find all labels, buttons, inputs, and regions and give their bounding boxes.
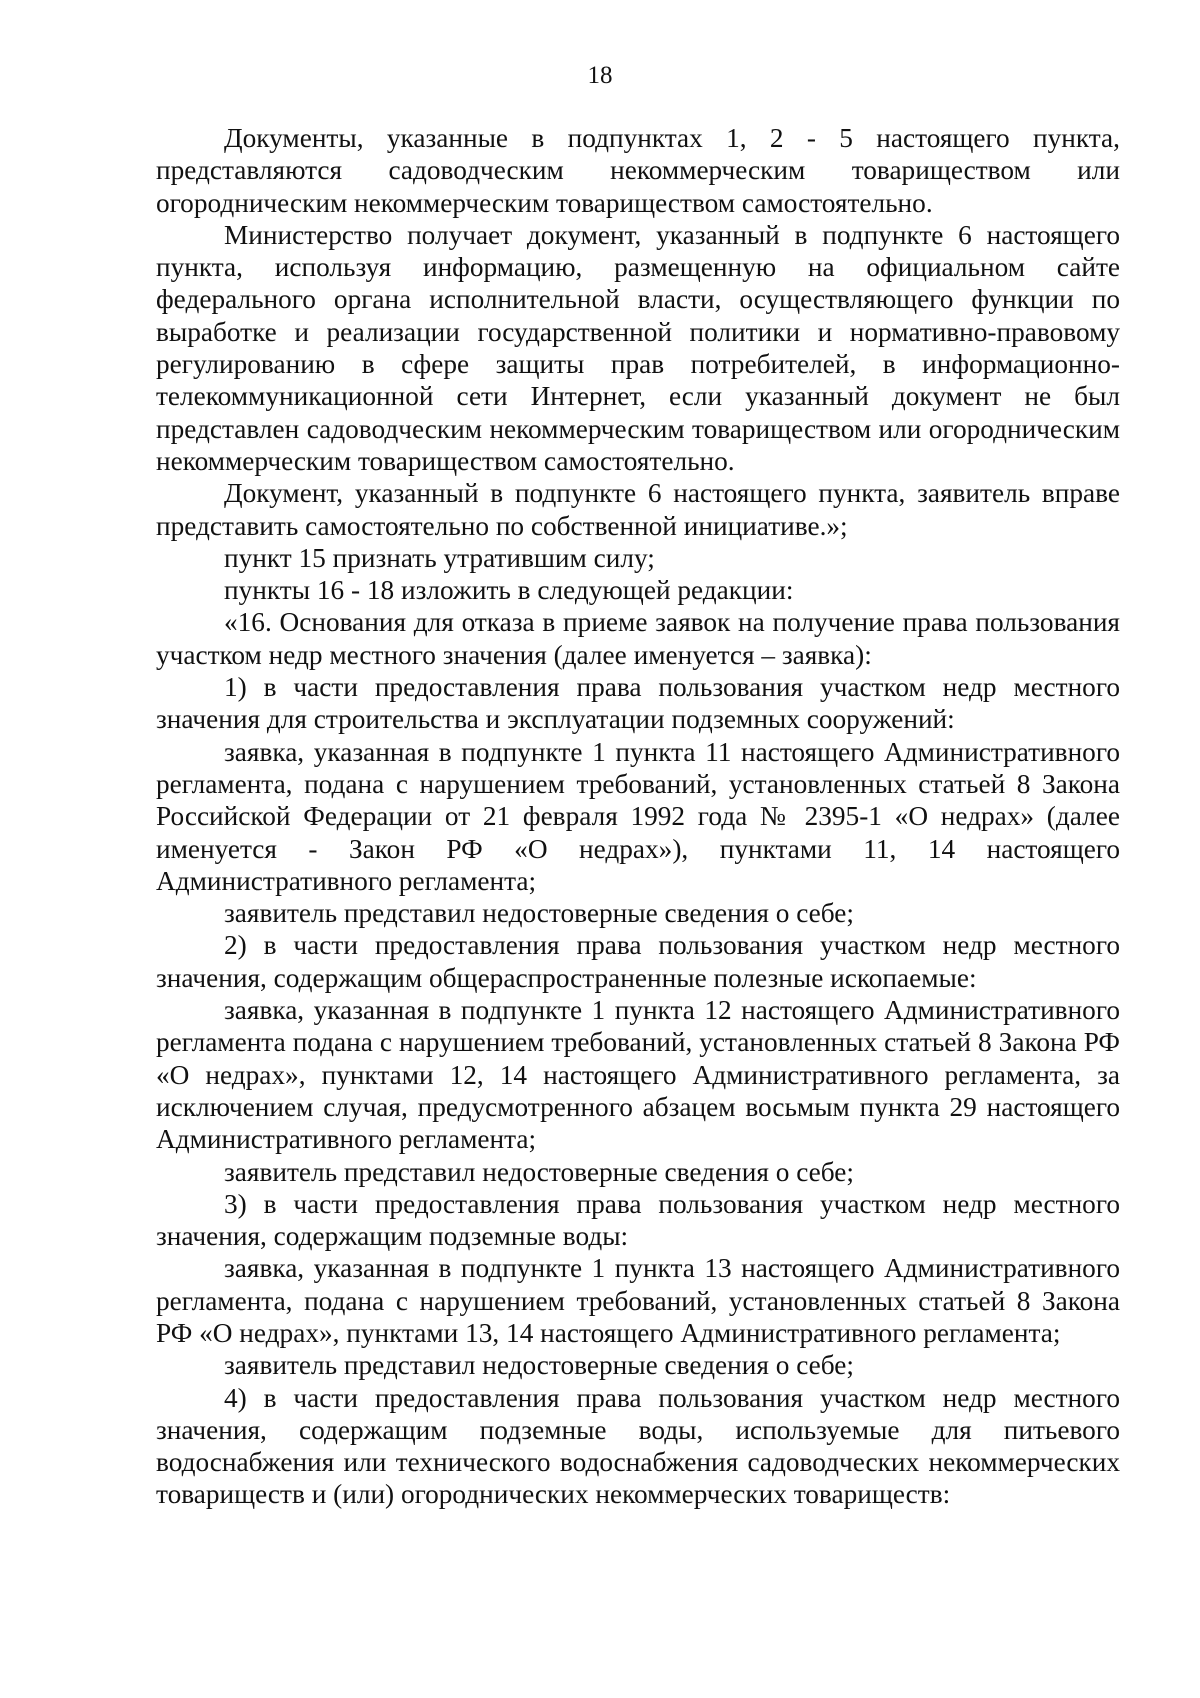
paragraph: 2) в части предоставления права пользования участком недр местного значения, содержащим общераспространенные полезные ископаемые:: [156, 930, 1120, 993]
paragraph: заявка, указанная в подпункте 1 пункта 11 настоящего Административного регламента, подана с нарушением требований, установленных статьей 8 Закона Российской Федерации от 21 февраля 1992 года № 2395-1 «О недрах» (далее именуется - Закон РФ «О недрах»), пунктами 11, 14 настоящего Административного регламента;: [156, 736, 1120, 896]
paragraph: 4) в части предоставления права пользования участком недр местного значения, содержащим подземные воды, используемые для питьевого водоснабжения или технического водоснабжения садоводческих некоммерческих товариществ и (или) огороднических некоммерческих товариществ:: [156, 1382, 1120, 1510]
paragraph: заявитель представил недостоверные сведения о себе;: [224, 1156, 854, 1187]
paragraph: 1) в части предоставления права пользования участком недр местного значения для строительства и эксплуатации подземных сооружений:: [156, 672, 1120, 735]
paragraph: Документ, указанный в подпункте 6 настоящего пункта, заявитель вправе представить самостоятельно по собственной инициативе.»;: [156, 478, 1120, 541]
paragraph: «16. Основания для отказа в приеме заявок на получение права пользования участком недр местного значения (далее именуется – заявка):: [156, 607, 1120, 670]
document-body: [156, 122, 1120, 1511]
paragraph: 3) в части предоставления права пользования участком недр местного значения, содержащим подземные воды:: [156, 1188, 1120, 1252]
paragraph: пункты 16 - 18 изложить в следующей редакции:: [224, 575, 794, 606]
paragraph: заявитель представил недостоверные сведения о себе;: [224, 898, 854, 929]
paragraph: заявитель представил недостоверные сведения о себе;: [224, 1350, 854, 1381]
paragraph: заявка, указанная в подпункте 1 пункта 12 настоящего Административного регламента подана с нарушением требований, установленных статьей 8 Закона РФ «О недрах», пунктами 12, 14 настоящего Административного регламента, за исключением случая, предусмотренного абзацем восьмым пункта 29 настоящего Административного регламента;: [156, 995, 1120, 1155]
paragraph: заявка, указанная в подпункте 1 пункта 13 настоящего Административного регламента, подана с нарушением требований, установленных статьей 8 Закона РФ «О недрах», пунктами 13, 14 настоящего Административного регламента;: [156, 1253, 1120, 1348]
paragraph: Документы, указанные в подпунктах 1, 2 - 5 настоящего пункта, представляются садоводческим некоммерческим товариществом или огородническим некоммерческим товариществом самостоятельно.: [156, 123, 1120, 218]
page-number: 18: [587, 62, 613, 89]
paragraph: пункт 15 признать утратившим силу;: [224, 542, 655, 573]
paragraph: Министерство получает документ, указанный в подпункте 6 настоящего пункта, используя информацию, размещенную на официальном сайте федерального органа исполнительной власти, осуществляющего функции по выработке и реализации государственной политики и нормативно-правовому регулированию в сфере защиты прав потребителей, в информационно-телекоммуникационной сети Интернет, если указанный документ не был представлен садоводческим некоммерческим товариществом или огородническим некоммерческим товариществом самостоятельно.: [156, 219, 1120, 476]
